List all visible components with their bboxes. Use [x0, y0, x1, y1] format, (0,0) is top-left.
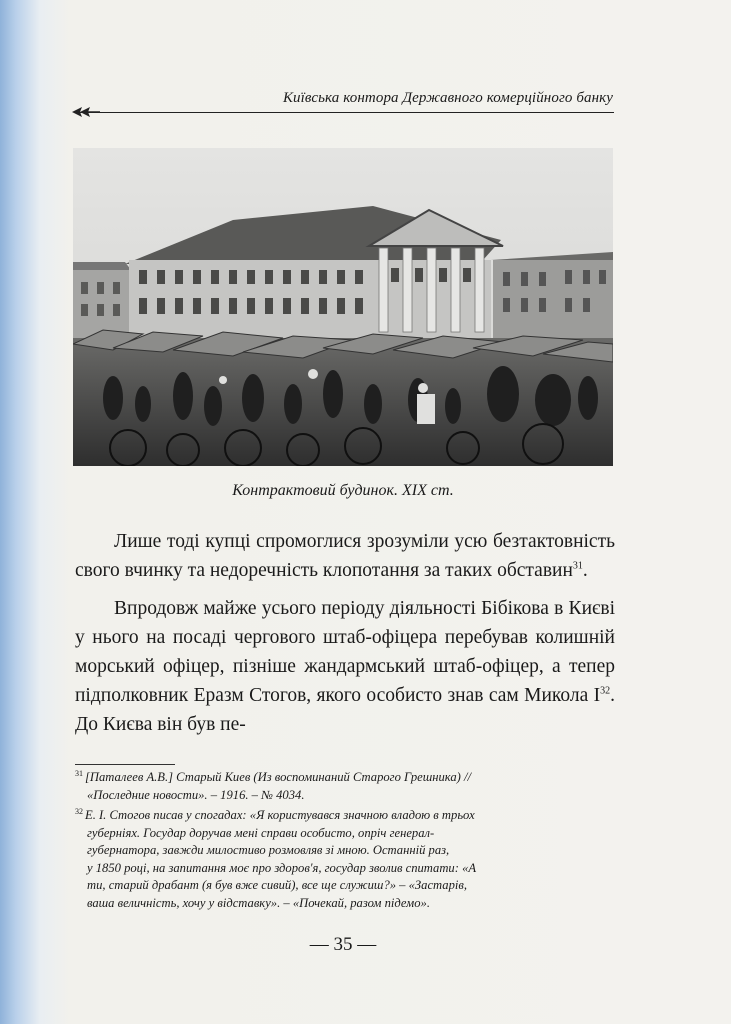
header-rule [74, 112, 614, 113]
paragraph-2: Впродовж майже усього періоду діяльності Бібікова в Києві у нього на посаді чергового штаб-офіцера перебував колишній морський офіцер, пізніше жандармський штаб-офіцер, а тепер підполковник Еразм Стогов, якого особисто знав сам Микола $I^{32}$. До Києва він був пе- [75, 598, 615, 735]
page-number: — 35 — [309, 934, 377, 955]
footnote-ref-31: 31 [572, 560, 583, 572]
photo-contracts-house [73, 148, 613, 466]
footnote-32: $^{32}$ Е. І. Стогов писав у спогадах: «Я користувався значною владою в трьох губерніях. Государ доручав мені справи особисто, опріч генерал- губернатора, завжди милостиво розмовляв зі мною. Останній раз, у 1850 році, на запитання моє про здоров'я, государ зволив спитати: «А ти, старий драбант (я був вже сивий), все ще служиш?» – «Застарів, ваша величність, хочу у відставку». – «Почекай, разом підемо». [75, 806, 477, 910]
figure-caption: Контрактовий будинок. XIX ст. [232, 482, 454, 499]
footnotes [75, 769, 610, 915]
footnote-31: $^{31}$ [Паталеев А.В.] Старый Киев (Из воспоминаний Старого Грешника) // «Последние новости». – 1916. – № 4034. [75, 768, 471, 802]
footnote-rule [75, 764, 175, 765]
footnote-ref-32: 32 [600, 685, 611, 697]
body-text [75, 527, 615, 739]
paragraph-1: Лише тоді купці спромоглися зрозуміли усю безтактовність свого вчинку та недоречність клопотання за таких обставин$^{31}$. [75, 531, 615, 581]
photo-illustration [73, 148, 613, 466]
running-head: Київська контора Державного комерційного банку [283, 90, 613, 106]
